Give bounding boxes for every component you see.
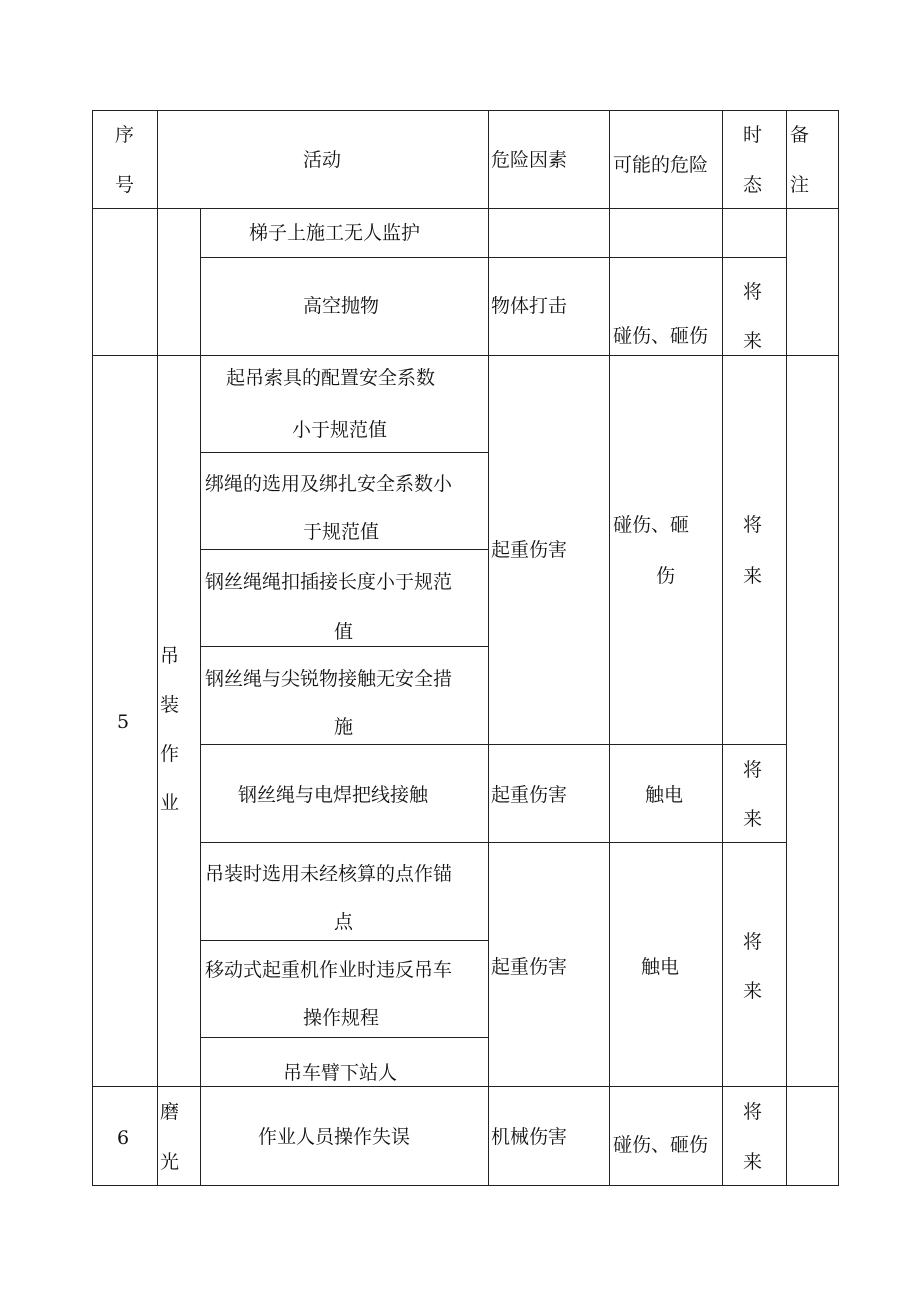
tense-cell: 来 [743, 980, 763, 1002]
column-divider [786, 110, 787, 1186]
row-divider [92, 355, 838, 356]
table-border-bottom [92, 1185, 838, 1186]
header-seq: 序 [115, 124, 135, 146]
activity-cell: 操作规程 [303, 1007, 380, 1029]
row-divider [200, 744, 786, 745]
hazard-cell: 起重伤害 [491, 539, 568, 561]
tense-cell: 来 [743, 565, 763, 587]
activity-cell: 绑绳的选用及绑扎安全系数小 [205, 473, 453, 495]
tense-cell: 来 [743, 330, 763, 352]
header-seq: 号 [115, 174, 135, 196]
column-divider [200, 208, 201, 1186]
activity-cell: 点 [334, 911, 354, 933]
activity-cell: 移动式起重机作业时违反吊车 [205, 959, 453, 981]
activity-cell: 作业人员操作失误 [258, 1126, 411, 1148]
header-activity: 活动 [303, 149, 342, 171]
tense-cell: 来 [743, 1151, 763, 1173]
activity-cell: 梯子上施工无人监护 [249, 222, 421, 244]
seq-number: 6 [117, 1127, 130, 1149]
column-divider [488, 110, 489, 1186]
tense-cell: 将 [743, 931, 763, 953]
activity-cell: 施 [334, 716, 354, 738]
hazard-cell: 物体打击 [491, 295, 568, 317]
activity-cell: 钢丝绳与尖锐物接触无安全措 [205, 668, 453, 690]
header-tense: 态 [743, 174, 763, 196]
header-hazard: 危险因素 [491, 149, 568, 171]
activity-cell: 钢丝绳绳扣插接长度小于规范 [205, 571, 453, 593]
tense-cell: 将 [743, 281, 763, 303]
row-divider [200, 940, 488, 941]
activity-cell: 于规范值 [303, 521, 380, 543]
category-label: 作 [160, 743, 180, 765]
hazard-cell: 起重伤害 [491, 956, 568, 978]
header-divider [92, 208, 838, 209]
table-border-left [92, 110, 93, 1186]
activity-cell: 吊车臂下站人 [283, 1062, 398, 1084]
danger-cell: 伤 [656, 565, 676, 587]
row-divider [200, 842, 786, 843]
hazard-cell: 起重伤害 [491, 784, 568, 806]
header-tense: 时 [743, 124, 763, 146]
seq-number: 5 [117, 711, 130, 733]
table-border-top [92, 110, 838, 111]
tense-cell: 将 [743, 759, 763, 781]
activity-cell: 小于规范值 [292, 419, 388, 441]
activity-cell: 吊装时选用未经核算的点作锚 [205, 863, 453, 885]
category-label: 光 [160, 1151, 180, 1173]
tense-cell: 将 [743, 1101, 763, 1123]
hazard-cell: 机械伤害 [491, 1126, 568, 1148]
column-divider [157, 110, 158, 1186]
activity-cell: 钢丝绳与电焊把线接触 [238, 784, 429, 806]
danger-cell: 碰伤、砸伤 [613, 1134, 709, 1156]
row-divider [92, 1086, 838, 1087]
column-divider [722, 110, 723, 1186]
row-divider [200, 257, 786, 258]
tense-cell: 来 [743, 808, 763, 830]
header-danger: 可能的危险 [613, 154, 709, 176]
row-divider [200, 646, 488, 647]
row-divider [200, 1037, 488, 1038]
category-label: 吊 [160, 645, 180, 667]
category-label: 业 [160, 792, 180, 814]
danger-cell: 碰伤、砸 [613, 514, 690, 536]
row-divider [200, 549, 488, 550]
header-note: 注 [790, 174, 810, 196]
danger-cell: 触电 [641, 956, 680, 978]
category-label: 装 [160, 694, 180, 716]
category-label: 磨 [160, 1101, 180, 1123]
activity-cell: 高空抛物 [303, 295, 380, 317]
table-border-right [838, 110, 839, 1186]
danger-cell: 触电 [645, 784, 684, 806]
activity-cell: 值 [334, 621, 354, 643]
activity-cell: 起吊索具的配置安全系数 [226, 367, 436, 389]
row-divider [200, 452, 488, 453]
header-note: 备 [790, 124, 810, 146]
danger-cell: 碰伤、砸伤 [613, 325, 709, 347]
column-divider [609, 110, 610, 1186]
tense-cell: 将 [743, 514, 763, 536]
